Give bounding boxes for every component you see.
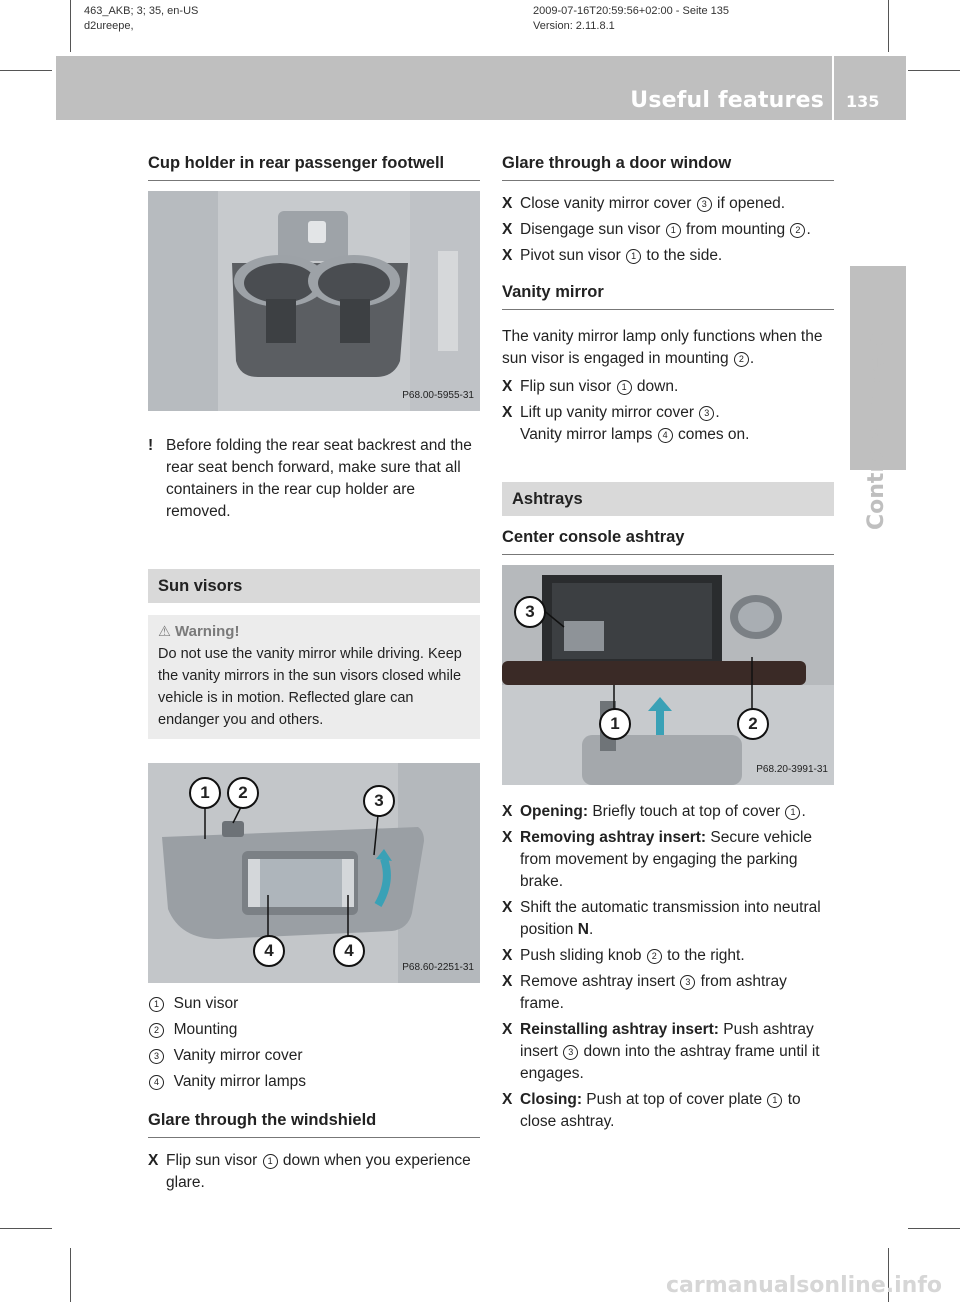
ashtrays-banner: Ashtrays: [502, 482, 834, 516]
callout-bubble: 3: [514, 596, 546, 628]
crop-mark: [908, 70, 960, 71]
ashtray-illustration: [502, 565, 834, 785]
image-code: P68.00-5955-31: [402, 390, 474, 401]
left-column: [148, 152, 480, 1194]
cupholder-heading: Cup holder in rear passenger footwell: [148, 152, 480, 181]
callout-bubble: 3: [363, 785, 395, 817]
step-marker-icon: X: [502, 1091, 513, 1108]
instruction-step: X Disengage sun visor 1 from mounting 2 .: [502, 219, 834, 241]
instruction-step: X Reinstalling ashtray insert: Push ashtray insert 3 down into the ashtray frame until it engages.: [502, 1021, 820, 1082]
right-column: [502, 152, 834, 1133]
legend-item: 3 Vanity mirror cover: [148, 1043, 480, 1069]
side-tab-label: Controls in detail: [864, 316, 889, 530]
legend-item: 4 Vanity mirror lamps: [148, 1069, 480, 1095]
warning-text: Do not use the vanity mirror while driving. Keep the vanity mirrors in the sun visors closed while vehicle is in motion. Reflected glare can endanger you and others.: [158, 646, 462, 728]
vanity-paragraph: The vanity mirror lamp only functions when the sun visor is engaged in mounting 2 .: [502, 328, 823, 367]
instruction-step: X Removing ashtray insert: Secure vehicle from movement by engaging the parking brake.: [502, 829, 813, 890]
callout-bubble: 1: [599, 708, 631, 740]
callout-bubble: 4: [253, 935, 285, 967]
notice-mark: !: [148, 437, 154, 454]
center-console-heading: Center console ashtray: [502, 526, 834, 555]
warning-title: Warning!: [175, 623, 240, 640]
step-marker-icon: X: [502, 221, 513, 238]
instruction-step: X Lift up vanity mirror cover 3 . Vanity mirror lamps 4 comes on.: [502, 404, 750, 443]
notice: [148, 435, 480, 523]
section-title: Useful features: [630, 88, 824, 113]
print-meta-right-line1: 2009-07-16T20:59:56+02:00 - Seite 135: [533, 5, 730, 17]
print-meta-left: [84, 4, 198, 34]
page-number: 135: [846, 92, 880, 111]
step-marker-icon: X: [502, 1021, 513, 1038]
callout-bubble: 2: [227, 777, 259, 809]
callout-bubble: 1: [189, 777, 221, 809]
step-marker-icon: X: [502, 829, 513, 846]
step-marker-icon: X: [502, 947, 513, 964]
side-tab-label-wrap: [852, 316, 904, 740]
crop-mark: [0, 70, 52, 71]
footer-watermark: carmanualsonline.info: [666, 1273, 942, 1298]
step-marker-icon: X: [502, 378, 513, 395]
crop-mark: [908, 1228, 960, 1229]
warning-triangle-icon: ⚠: [158, 624, 171, 640]
instruction-step: X Closing: Push at top of cover plate 1 to close ashtray.: [502, 1091, 801, 1130]
callout-bubble: 2: [737, 708, 769, 740]
door-steps: [502, 193, 834, 267]
step-marker-icon: X: [502, 195, 513, 212]
door-window-heading: Glare through a door window: [502, 152, 834, 181]
cupholder-image: [148, 191, 480, 411]
instruction-step: X Shift the automatic transmission into neutral position N.: [502, 899, 821, 938]
instruction-step: X Remove ashtray insert 3 from ashtray frame.: [502, 973, 787, 1012]
image-code: P68.60-2251-31: [402, 962, 474, 973]
cupholder-illustration: [148, 191, 480, 411]
windshield-heading: Glare through the windshield: [148, 1109, 480, 1138]
legend-item: 1 Sun visor: [148, 991, 480, 1017]
callout-bubble: 4: [333, 935, 365, 967]
step-marker-icon: X: [502, 404, 513, 421]
image-code: P68.20-3991-31: [756, 764, 828, 775]
step-marker-icon: X: [502, 803, 513, 820]
step-marker-icon: X: [502, 899, 513, 916]
step-marker-icon: X: [502, 247, 513, 264]
sun-visor-image: [148, 763, 480, 983]
print-meta-right: [533, 4, 729, 34]
instruction-step: X Opening: Briefly touch at top of cover 1 .: [502, 801, 834, 823]
header-separator: [832, 56, 834, 120]
crop-mark: [70, 1248, 71, 1302]
crop-mark: [70, 0, 71, 52]
vanity-mirror-heading: Vanity mirror: [502, 281, 834, 310]
warning-box: [148, 615, 480, 739]
legend-item: 2 Mounting: [148, 1017, 480, 1043]
ashtray-image: [502, 565, 834, 785]
print-meta-left-line1: 463_AKB; 3; 35, en-US: [84, 5, 199, 17]
instruction-step: X Flip sun visor 1 down.: [502, 376, 834, 398]
crop-mark: [888, 0, 889, 52]
print-meta-left-line2: d2ureepe,: [84, 20, 134, 32]
legend: [148, 991, 480, 1095]
step-marker-icon: X: [148, 1152, 159, 1169]
warning-title-row: [158, 621, 470, 643]
instruction-step: X Flip sun visor 1 down when you experience glare.: [148, 1152, 471, 1191]
instruction-step: X Pivot sun visor 1 to the side.: [502, 245, 834, 267]
step-marker-icon: X: [502, 973, 513, 990]
instruction-step: X Close vanity mirror cover 3 if opened.: [502, 193, 834, 215]
crop-mark: [0, 1228, 52, 1229]
ashtray-steps: [502, 801, 834, 1133]
print-meta-right-line2: Version: 2.11.8.1: [533, 20, 615, 32]
sun-visors-banner: Sun visors: [148, 569, 480, 603]
notice-text: Before folding the rear seat backrest and the rear seat bench forward, make sure that all containers in the rear cup holder are removed.: [166, 437, 472, 520]
instruction-step: X Push sliding knob 2 to the right.: [502, 945, 834, 967]
